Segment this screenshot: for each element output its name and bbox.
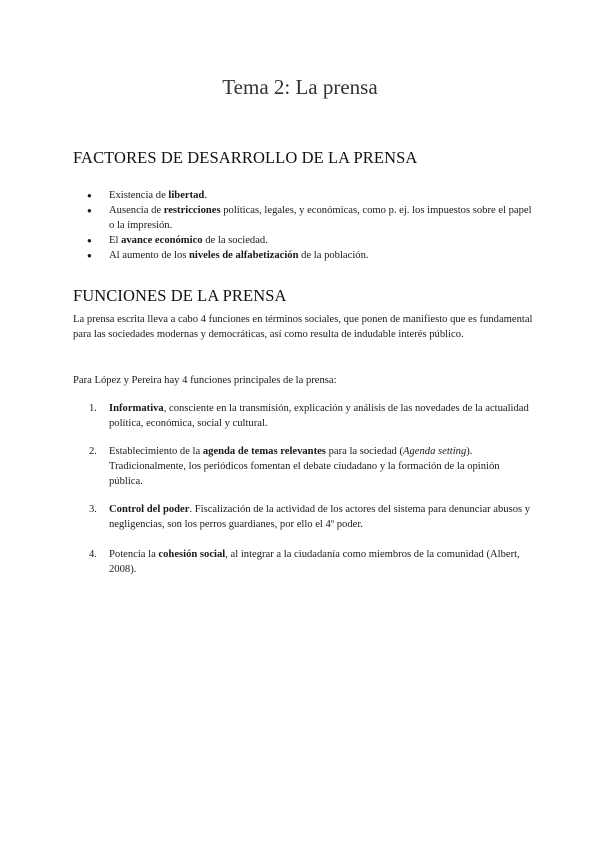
- item-number: 1.: [89, 403, 97, 414]
- numbered-item: 2. Establecimiento de la agenda de temas relevantes para la sociedad (Agenda setting). Tradicionalmente, los periódicos fomentan el debate ciudadano y la formación de la opinión pública.: [89, 446, 500, 487]
- page-title: Tema 2: La prensa: [222, 75, 378, 99]
- item-number: 3.: [89, 504, 97, 515]
- section-heading-funciones: FUNCIONES DE LA PRENSA: [73, 286, 287, 305]
- numbered-item: 4. Potencia la cohesión social, al integrar a la ciudadanía como miembros de la comunidad (Albert, 2008).: [89, 549, 520, 575]
- lead-paragraph: Para López y Pereira hay 4 funciones principales de la prensa:: [73, 375, 337, 386]
- list-item: ● El avance económico de la sociedad.: [73, 233, 533, 248]
- numbered-item: 1. Informativa, consciente en la transmisión, explicación y análisis de las novedades de la actualidad política, económica, social y cultural.: [89, 403, 529, 429]
- item-number: 4.: [89, 549, 97, 560]
- list-item: ● Ausencia de restricciones políticas, legales, y económicas, como p. ej. los impuestos sobre el papel o la impresión.: [73, 203, 533, 233]
- item-number: 2.: [89, 446, 97, 457]
- list-item: ● Existencia de libertad.: [73, 188, 533, 203]
- factores-list: [73, 188, 533, 263]
- section-heading-factores: FACTORES DE DESARROLLO DE LA PRENSA: [73, 148, 418, 167]
- numbered-item: 3. Control del poder. Fiscalización de la actividad de los actores del sistema para denunciar abusos y negligencias, son los perros guardianes, por ello el 4º poder.: [89, 504, 531, 530]
- intro-paragraph: La prensa escrita lleva a cabo 4 funciones en términos sociales, que ponen de manifiesto que es fundamental para las sociedades modernas y democráticas, así como resulta de indudable interés público.: [73, 314, 533, 340]
- list-item: ● Al aumento de los niveles de alfabetización de la población.: [73, 248, 533, 263]
